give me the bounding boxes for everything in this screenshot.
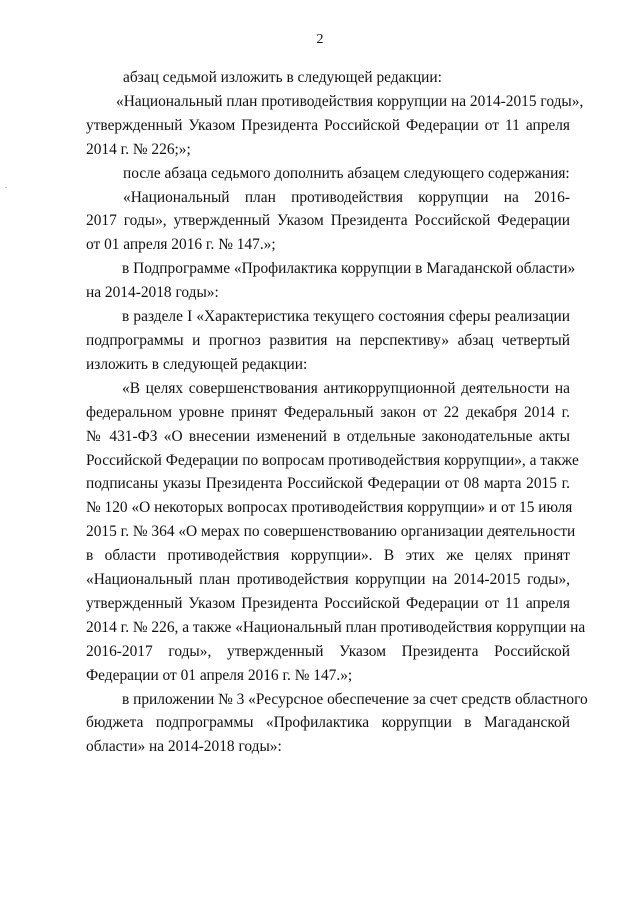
paragraph: [86, 66, 570, 90]
text-line: «Национальный план противодействия коррупции на 2014-2015 годы»,: [86, 571, 570, 589]
margin-mark: .: [5, 180, 8, 190]
paragraph: [86, 186, 570, 258]
text-line: изложить в следующей редакции:: [86, 355, 308, 373]
paragraph: [86, 688, 588, 760]
text-line: от 01 апреля 2016 г. № 147.»;: [86, 236, 276, 254]
text-line: 2017 годы», утвержденный Указом Президента Российской Федерации: [86, 212, 570, 230]
text-line: в разделе I «Характеристика текущего состояния сферы реализации: [122, 308, 570, 326]
text-line: «В целях совершенствования антикоррупционной деятельности на: [122, 379, 570, 397]
text-line: в приложении № 3 «Ресурсное обеспечение за счет средств областного: [122, 690, 588, 708]
text-line: абзац седьмой изложить в следующей редакции:: [123, 69, 442, 86]
text-line: 2016-2017 годы», утвержденный Указом Президента Российской: [86, 642, 570, 660]
text-line: утвержденный Указом Президента Российской Федерации от 11 апреля: [86, 594, 570, 612]
text-line: 2014 г. № 226, а также «Национальный план противодействия коррупции на: [86, 618, 586, 636]
text-line: утвержденный Указом Президента Российской Федерации от 11 апреля: [86, 116, 570, 134]
text-line: в Подпрограмме «Профилактика коррупции в Магаданской области»: [122, 260, 576, 278]
text-line: Федерации от 01 апреля 2016 г. № 147.»;: [86, 666, 353, 684]
paragraph: [86, 90, 584, 162]
text-line: 2014 г. № 226;»;: [86, 140, 191, 158]
text-line: № 431-ФЗ «О внесении изменений в отдельные законодательные акты: [86, 427, 570, 445]
text-line: 2015 г. № 364 «О мерах по совершенствованию организации деятельности: [86, 523, 576, 541]
paragraph: [86, 377, 586, 688]
text-line: после абзаца седьмого дополнить абзацем следующего содержания:: [123, 164, 570, 182]
text-line: подпрограммы и прогноз развития на перспективу» абзац четвертый: [86, 331, 570, 349]
text-line: бюджета подпрограммы «Профилактика коррупции в Магаданской: [86, 714, 570, 732]
text-line: области» на 2014-2018 годы»:: [86, 738, 282, 756]
text-line: Российской Федерации по вопросам противодействия коррупции», а также: [86, 451, 579, 469]
text-line: «Национальный план противодействия коррупции на 2014-2015 годы»,: [116, 92, 584, 110]
document-body: [86, 66, 588, 759]
paragraph: [86, 162, 570, 186]
paragraph: [86, 257, 576, 305]
page-number: 2: [316, 32, 324, 47]
text-line: № 120 «О некоторых вопросах противодействия коррупции» и от 15 июля: [86, 499, 573, 517]
text-line: федеральном уровне принят Федеральный закон от 22 декабря 2014 г.: [86, 403, 570, 421]
text-line: подписаны указы Президента Российской Федерации от 08 марта 2015 г.: [86, 475, 570, 493]
text-line: «Национальный план противодействия коррупции на 2016-: [123, 188, 570, 206]
text-line: в области противодействия коррупции». В этих же целях принят: [86, 547, 570, 565]
text-line: на 2014-2018 годы»:: [86, 284, 219, 302]
paragraph: [86, 305, 570, 377]
